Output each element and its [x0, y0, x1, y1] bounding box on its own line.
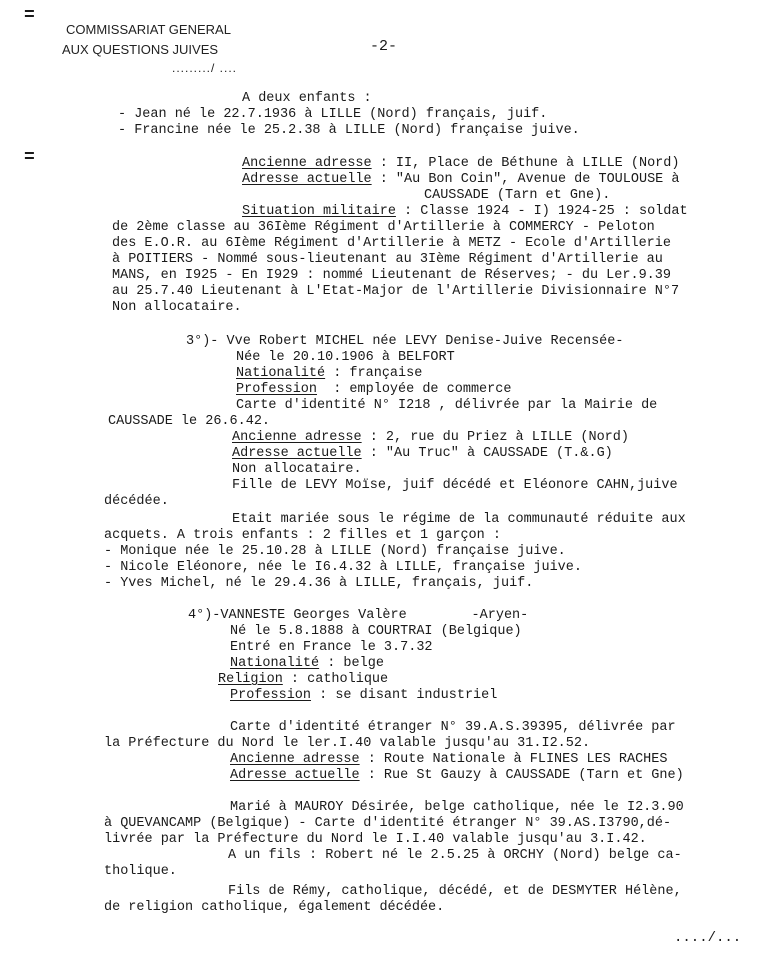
text-line [230, 767, 684, 784]
field-label: Religion [218, 672, 283, 687]
field-value: : 2, rue du Priez à LILLE (Nord) [361, 430, 629, 445]
text-line: tholique. [104, 864, 177, 879]
field-label: Adresse actuelle [242, 172, 372, 187]
text-line: CAUSSADE (Tarn et Gne). [424, 188, 611, 203]
field-value: : "Au Bon Coin", Avenue de TOULOUSE à [371, 172, 680, 187]
text-line: 4°)-VANNESTE Georges Valère -Aryen- [188, 608, 529, 623]
field-label: Situation militaire [242, 204, 396, 219]
text-line: livrée par la Préfecture du Nord le I.I.40 valable jusqu'au 3.I.42. [104, 832, 647, 847]
field-value: : française [325, 366, 423, 381]
text-line [236, 365, 422, 382]
page-number: -2- [370, 38, 398, 55]
letterhead [62, 20, 237, 78]
field-label: Adresse actuelle [232, 446, 362, 461]
text-line: acquets. A trois enfants : 2 filles et 1 garçon : [104, 528, 501, 543]
text-line [230, 655, 384, 672]
text-line [242, 171, 679, 188]
field-label: Nationalité [230, 656, 320, 671]
letterhead-line-1: COMMISSARIAT GENERAL [66, 22, 231, 37]
text-line: - Yves Michel, né le 29.4.36 à LILLE, français, juif. [104, 576, 534, 591]
text-line: de 2ème classe au 36Ième Régiment d'Artillerie à COMMERCY - Peloton [112, 220, 655, 235]
text-line: à QUEVANCAMP (Belgique) - Carte d'identité étranger N° 39.AS.I3790,dé- [104, 816, 672, 831]
text-line: décédée. [104, 494, 169, 509]
text-line: 3°)- Vve Robert MICHEL née LEVY Denise-Juive Recensée- [186, 334, 624, 349]
text-line [218, 671, 388, 688]
text-line: Entré en France le 3.7.32 [230, 640, 433, 655]
text-line: Marié à MAUROY Désirée, belge catholique, née le I2.3.90 [230, 800, 684, 815]
field-label: Ancienne adresse [242, 156, 372, 171]
margin-mark-top: = [24, 6, 35, 26]
field-value: : Rue St Gauzy à CAUSSADE (Tarn et Gne) [359, 768, 684, 783]
text-line [230, 751, 667, 768]
text-line: Non allocataire. [232, 462, 362, 477]
text-line [232, 429, 629, 446]
text-line: la Préfecture du Nord le ler.I.40 valable jusqu'au 31.I2.52. [104, 736, 591, 751]
text-line: - Francine née le 25.2.38 à LILLE (Nord) française juive. [118, 123, 580, 138]
field-label: Ancienne adresse [230, 752, 360, 767]
text-line: A deux enfants : [242, 91, 372, 106]
text-line: Etait mariée sous le régime de la communauté réduite aux [232, 512, 686, 527]
text-line: Carte d'identité étranger N° 39.A.S.39395, délivrée par [230, 720, 676, 735]
text-line: CAUSSADE le 26.6.42. [108, 414, 271, 429]
text-line [242, 155, 679, 172]
field-value: : catholique [282, 672, 389, 687]
continuation-mark: ..../... [674, 930, 742, 946]
text-line [242, 203, 688, 220]
field-value: : Route Nationale à FLINES LES RACHES [359, 752, 668, 767]
text-line: à POITIERS - Nommé sous-lieutenant au 3Ième Régiment d'Artillerie au [112, 252, 663, 267]
text-line: MANS, en I925 - En I929 : nommé Lieutenant de Réserves; - du Ler.9.39 [112, 268, 671, 283]
text-line: Né le 5.8.1888 à COURTRAI (Belgique) [230, 624, 522, 639]
field-value: : se disant industriel [311, 688, 498, 703]
field-value: : II, Place de Béthune à LILLE (Nord) [371, 156, 680, 171]
field-value: : Classe 1924 - I) 1924-25 : soldat [395, 204, 688, 219]
text-line: - Monique née le 25.10.28 à LILLE (Nord) française juive. [104, 544, 566, 559]
text-line: Carte d'identité N° I218 , délivrée par la Mairie de [236, 398, 658, 413]
text-line: de religion catholique, également décédée. [104, 900, 445, 915]
field-label: Profession [236, 382, 318, 397]
field-value: : employée de commerce [317, 382, 512, 397]
letterhead-rule: ........./ .... [172, 61, 238, 75]
text-line [230, 687, 497, 704]
text-line: - Jean né le 22.7.1936 à LILLE (Nord) français, juif. [118, 107, 548, 122]
field-label: Profession [230, 688, 312, 703]
text-line [232, 445, 613, 462]
letterhead-line-2: AUX QUESTIONS JUIVES [62, 42, 219, 57]
text-line: A un fils : Robert né le 2.5.25 à ORCHY (Nord) belge ca- [228, 848, 682, 863]
text-line: des E.O.R. au 6Ième Régiment d'Artillerie à METZ - Ecole d'Artillerie [112, 236, 671, 251]
text-line: au 25.7.40 Lieutenant à L'Etat-Major de l'Artillerie Divisionnaire N°7 [112, 284, 680, 299]
field-value: : belge [319, 656, 384, 671]
field-value: : "Au Truc" à CAUSSADE (T.&.G) [361, 446, 613, 461]
field-label: Nationalité [236, 366, 326, 381]
text-line: Fils de Rémy, catholique, décédé, et de DESMYTER Hélène, [228, 884, 682, 899]
text-line: Non allocataire. [112, 300, 242, 315]
text-line: Née le 20.10.1906 à BELFORT [236, 350, 455, 365]
text-line: - Nicole Eléonore, née le I6.4.32 à LILLE, française juive. [104, 560, 582, 575]
field-label: Ancienne adresse [232, 430, 362, 445]
text-line [236, 381, 511, 398]
margin-mark-bottom: = [24, 148, 35, 168]
text-line: Fille de LEVY Moïse, juif décédé et Eléonore CAHN,juive [232, 478, 678, 493]
field-label: Adresse actuelle [230, 768, 360, 783]
